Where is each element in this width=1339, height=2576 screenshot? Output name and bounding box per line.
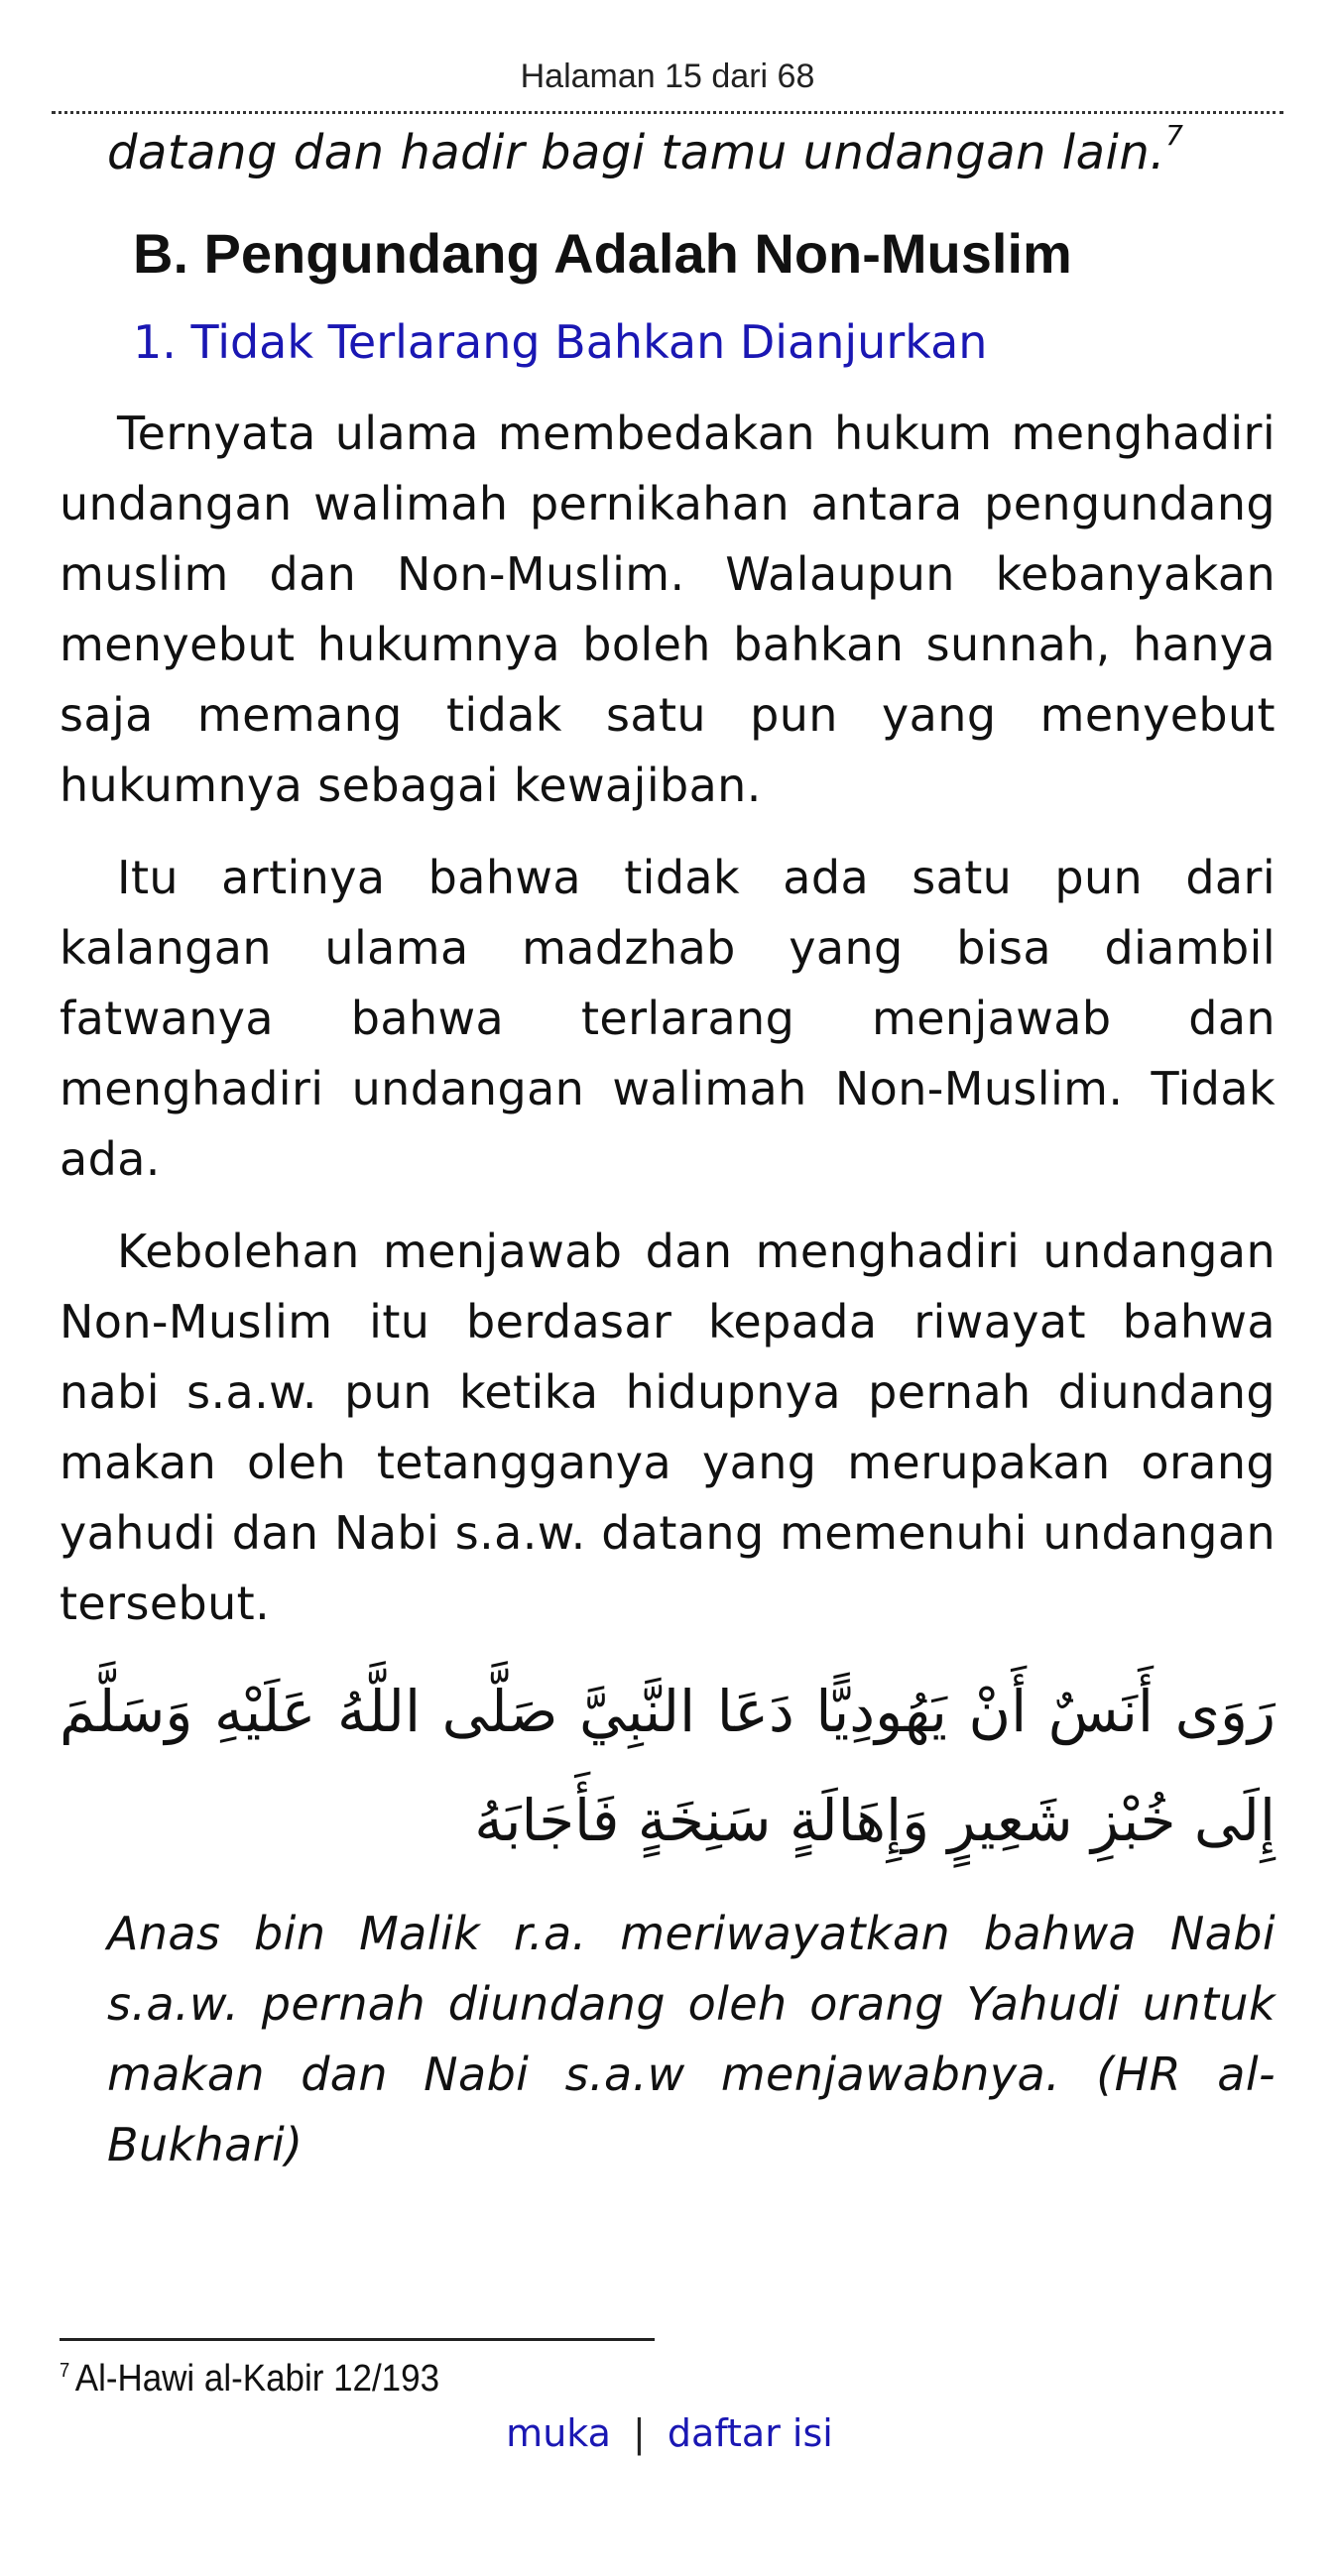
arabic-hadith: رَوَى أَنَسٌ أَنْ يَهُودِيًّا دَعَا النَّبِيَّ صَلَّى اللَّهُ عَلَيْهِ وَسَلَّمَ إِلَى خُبْزِ شَعِيرٍ وَإِهَالَةٍ سَنِخَةٍ فَأَجَابَهُ	[60, 1678, 1276, 1854]
toc-link[interactable]: daftar isi	[667, 2411, 833, 2455]
paragraph-1: Ternyata ulama membedakan hukum menghadiri undangan walimah pernikahan antara pengundang muslim dan Non-Muslim. Walaupun kebanyakan menyebut hukumnya boleh bahkan sunnah, hanya saja memang tidak satu pun yang menyebut hukumnya sebagai kewajiban.	[60, 407, 1276, 812]
footnote	[60, 2358, 439, 2400]
section-title: B. Pengundang Adalah Non-Muslim	[133, 222, 1072, 285]
footnote-ref[interactable]: 7	[1165, 119, 1184, 152]
lead-text	[107, 117, 1276, 188]
header-divider	[52, 111, 1283, 114]
nav-separator: |	[633, 2411, 646, 2455]
footnote-number: 7	[60, 2360, 70, 2382]
footnote-divider	[60, 2338, 655, 2341]
footnote-text: Al-Hawi al-Kabir 12/193	[74, 2358, 440, 2400]
section-subtitle: 1. Tidak Terlarang Bahkan Dianjurkan	[133, 315, 988, 369]
paragraph-3: Kebolehan menjawab dan menghadiri undangan Non-Muslim itu berdasar kepada riwayat bahwa nabi s.a.w. pun ketika hidupnya pernah diundang makan oleh tetangganya yang merupakan orang yahudi dan Nabi s.a.w. datang memenuhi undangan tersebut.	[60, 1225, 1276, 1630]
page-content	[60, 117, 1276, 2180]
page-nav	[0, 2411, 1339, 2455]
hadith-translation: Anas bin Malik r.a. meriwayatkan bahwa Nabi s.a.w. pernah diundang oleh orang Yahudi untuk makan dan Nabi s.a.w menjawabnya. (HR al-Bukhari)	[107, 1907, 1276, 2171]
home-link[interactable]: muka	[506, 2411, 611, 2455]
page-counter: Halaman 15 dari 68	[520, 58, 815, 95]
paragraph-2: Itu artinya bahwa tidak ada satu pun dari kalangan ulama madzhab yang bisa diambil fatwanya bahwa terlarang menjawab dan menghadiri undangan walimah Non-Muslim. Tidak ada.	[60, 851, 1276, 1186]
lead-text-body: datang dan hadir bagi tamu undangan lain.	[107, 125, 1166, 180]
